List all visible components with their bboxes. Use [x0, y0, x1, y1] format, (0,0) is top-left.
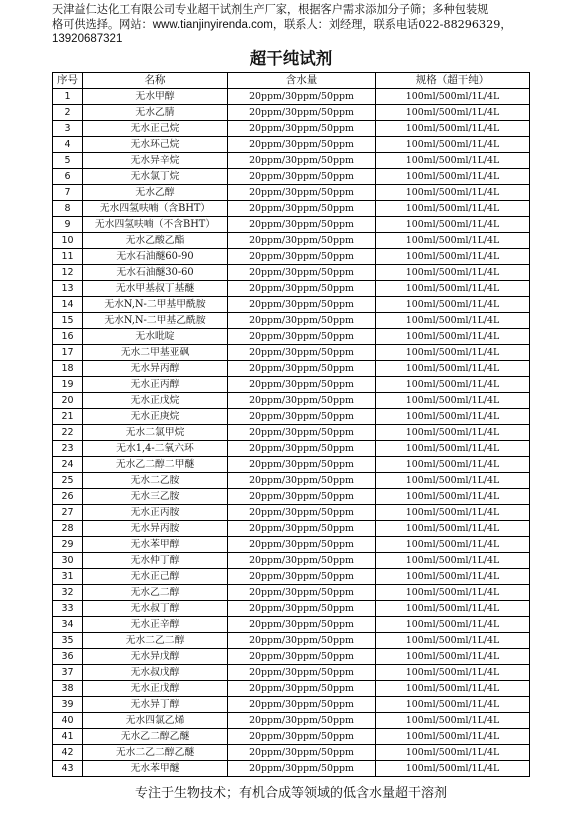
table-row — [53, 473, 530, 489]
cell-name: 无水四氢呋喃（不含BHT） — [83, 217, 228, 233]
cell-no: 17 — [53, 345, 83, 361]
cell-spec: 100ml/500ml/1L/4L — [376, 537, 530, 553]
cell-name: 无水异丙醇 — [83, 361, 228, 377]
table-row — [53, 761, 530, 777]
cell-name: 无水吡啶 — [83, 329, 228, 345]
cell-no: 41 — [53, 729, 83, 745]
cell-name: 无水1,4-二氧六环 — [83, 441, 228, 457]
cell-spec: 100ml/500ml/1L/4L — [376, 665, 530, 681]
table-row — [53, 745, 530, 761]
cell-spec: 100ml/500ml/1L/4L — [376, 521, 530, 537]
cell-water-content: 20ppm/30ppm/50ppm — [228, 521, 376, 537]
cell-name: 无水叔戊醇 — [83, 665, 228, 681]
table-row — [53, 681, 530, 697]
cell-spec: 100ml/500ml/1L/4L — [376, 121, 530, 137]
cell-water-content: 20ppm/30ppm/50ppm — [228, 601, 376, 617]
header-line-2 — [52, 18, 577, 33]
cell-no: 26 — [53, 489, 83, 505]
cell-name: 无水甲基叔丁基醚 — [83, 281, 228, 297]
cell-water-content: 20ppm/30ppm/50ppm — [228, 617, 376, 633]
cell-no: 2 — [53, 105, 83, 121]
cell-spec: 100ml/500ml/1L/4L — [376, 617, 530, 633]
cell-name: 无水异丙胺 — [83, 521, 228, 537]
cell-no: 24 — [53, 457, 83, 473]
table-body — [53, 89, 530, 777]
cell-name: 无水叔丁醇 — [83, 601, 228, 617]
cell-name: 无水正己烷 — [83, 121, 228, 137]
cell-no: 30 — [53, 553, 83, 569]
table-row — [53, 489, 530, 505]
table-row — [53, 633, 530, 649]
cell-no: 20 — [53, 393, 83, 409]
table-row — [53, 585, 530, 601]
cell-water-content: 20ppm/30ppm/50ppm — [228, 505, 376, 521]
cell-spec: 100ml/500ml/1L/4L — [376, 377, 530, 393]
cell-water-content: 20ppm/30ppm/50ppm — [228, 281, 376, 297]
cell-no: 40 — [53, 713, 83, 729]
cell-no: 32 — [53, 585, 83, 601]
cell-spec: 100ml/500ml/1L/4L — [376, 489, 530, 505]
cell-spec: 100ml/500ml/1L/4L — [376, 345, 530, 361]
table-row — [53, 393, 530, 409]
cell-name: 无水乙醇 — [83, 185, 228, 201]
cell-water-content: 20ppm/30ppm/50ppm — [228, 713, 376, 729]
cell-spec: 100ml/500ml/1L/4L — [376, 745, 530, 761]
cell-water-content: 20ppm/30ppm/50ppm — [228, 553, 376, 569]
cell-no: 18 — [53, 361, 83, 377]
cell-no: 27 — [53, 505, 83, 521]
table-row — [53, 345, 530, 361]
cell-name: 无水正丙醇 — [83, 377, 228, 393]
cell-name: 无水乙腈 — [83, 105, 228, 121]
table-row — [53, 217, 530, 233]
cell-no: 21 — [53, 409, 83, 425]
cell-spec: 100ml/500ml/1L/4L — [376, 137, 530, 153]
cell-no: 34 — [53, 617, 83, 633]
table-row — [53, 153, 530, 169]
table-row — [53, 729, 530, 745]
cell-no: 15 — [53, 313, 83, 329]
cell-no: 8 — [53, 201, 83, 217]
cell-name: 无水N,N-二甲基乙酰胺 — [83, 313, 228, 329]
header-line-2-prefix: 格可供选择。网站： — [52, 17, 153, 31]
cell-no: 29 — [53, 537, 83, 553]
table-row — [53, 441, 530, 457]
table-row — [53, 105, 530, 121]
cell-name: 无水环己烷 — [83, 137, 228, 153]
cell-spec: 100ml/500ml/1L/4L — [376, 105, 530, 121]
cell-water-content: 20ppm/30ppm/50ppm — [228, 233, 376, 249]
cell-spec: 100ml/500ml/1L/4L — [376, 729, 530, 745]
cell-no: 31 — [53, 569, 83, 585]
cell-water-content: 20ppm/30ppm/50ppm — [228, 265, 376, 281]
cell-water-content: 20ppm/30ppm/50ppm — [228, 697, 376, 713]
cell-no: 19 — [53, 377, 83, 393]
cell-spec: 100ml/500ml/1L/4L — [376, 281, 530, 297]
table-row — [53, 601, 530, 617]
header-no: 序号 — [53, 73, 83, 89]
cell-water-content: 20ppm/30ppm/50ppm — [228, 441, 376, 457]
cell-name: 无水正戊烷 — [83, 393, 228, 409]
cell-spec: 100ml/500ml/1L/4L — [376, 153, 530, 169]
cell-spec: 100ml/500ml/1L/4L — [376, 761, 530, 777]
cell-name: 无水乙二醇 — [83, 585, 228, 601]
cell-no: 33 — [53, 601, 83, 617]
cell-water-content: 20ppm/30ppm/50ppm — [228, 489, 376, 505]
table-row — [53, 297, 530, 313]
cell-water-content: 20ppm/30ppm/50ppm — [228, 745, 376, 761]
table-row — [53, 649, 530, 665]
cell-no: 5 — [53, 153, 83, 169]
header-name: 名称 — [83, 73, 228, 89]
cell-spec: 100ml/500ml/1L/4L — [376, 441, 530, 457]
cell-spec: 100ml/500ml/1L/4L — [376, 553, 530, 569]
header-spec: 规格（超干纯） — [376, 73, 530, 89]
header-phone: 13920687321 — [52, 33, 123, 45]
cell-no: 37 — [53, 665, 83, 681]
cell-name: 无水苯甲醇 — [83, 537, 228, 553]
cell-no: 25 — [53, 473, 83, 489]
cell-name: 无水仲丁醇 — [83, 553, 228, 569]
cell-spec: 100ml/500ml/1L/4L — [376, 425, 530, 441]
cell-spec: 100ml/500ml/1L/4L — [376, 361, 530, 377]
table-row — [53, 425, 530, 441]
cell-spec: 100ml/500ml/1L/4L — [376, 185, 530, 201]
cell-name: 无水氯丁烷 — [83, 169, 228, 185]
cell-spec: 100ml/500ml/1L/4L — [376, 233, 530, 249]
table-header-row — [53, 73, 530, 89]
table-row — [53, 569, 530, 585]
cell-name: 无水二乙胺 — [83, 473, 228, 489]
cell-water-content: 20ppm/30ppm/50ppm — [228, 137, 376, 153]
table-row — [53, 505, 530, 521]
table-row — [53, 553, 530, 569]
cell-spec: 100ml/500ml/1L/4L — [376, 217, 530, 233]
cell-spec: 100ml/500ml/1L/4L — [376, 313, 530, 329]
cell-spec: 100ml/500ml/1L/4L — [376, 169, 530, 185]
cell-spec: 100ml/500ml/1L/4L — [376, 249, 530, 265]
cell-no: 16 — [53, 329, 83, 345]
cell-spec: 100ml/500ml/1L/4L — [376, 601, 530, 617]
cell-spec: 100ml/500ml/1L/4L — [376, 409, 530, 425]
cell-spec: 100ml/500ml/1L/4L — [376, 297, 530, 313]
table-row — [53, 377, 530, 393]
cell-water-content: 20ppm/30ppm/50ppm — [228, 105, 376, 121]
cell-no: 23 — [53, 441, 83, 457]
table-row — [53, 265, 530, 281]
table-row — [53, 617, 530, 633]
cell-water-content: 20ppm/30ppm/50ppm — [228, 169, 376, 185]
cell-water-content: 20ppm/30ppm/50ppm — [228, 729, 376, 745]
cell-no: 39 — [53, 697, 83, 713]
cell-name: 无水四氯乙烯 — [83, 713, 228, 729]
cell-no: 36 — [53, 649, 83, 665]
cell-no: 7 — [53, 185, 83, 201]
cell-no: 12 — [53, 265, 83, 281]
cell-name: 无水二氯甲烷 — [83, 425, 228, 441]
cell-water-content: 20ppm/30ppm/50ppm — [228, 297, 376, 313]
cell-no: 10 — [53, 233, 83, 249]
cell-name: 无水二乙二醇 — [83, 633, 228, 649]
cell-no: 38 — [53, 681, 83, 697]
cell-no: 3 — [53, 121, 83, 137]
cell-name: 无水正庚烷 — [83, 409, 228, 425]
cell-spec: 100ml/500ml/1L/4L — [376, 569, 530, 585]
cell-no: 4 — [53, 137, 83, 153]
cell-water-content: 20ppm/30ppm/50ppm — [228, 681, 376, 697]
table-row — [53, 521, 530, 537]
table-row — [53, 457, 530, 473]
cell-name: 无水石油醚30-60 — [83, 265, 228, 281]
cell-water-content: 20ppm/30ppm/50ppm — [228, 217, 376, 233]
cell-spec: 100ml/500ml/1L/4L — [376, 473, 530, 489]
cell-no: 6 — [53, 169, 83, 185]
cell-water-content: 20ppm/30ppm/50ppm — [228, 201, 376, 217]
table-row — [53, 281, 530, 297]
table-row — [53, 249, 530, 265]
cell-water-content: 20ppm/30ppm/50ppm — [228, 153, 376, 169]
cell-name: 无水异丁醇 — [83, 697, 228, 713]
table-row — [53, 169, 530, 185]
cell-spec: 100ml/500ml/1L/4L — [376, 265, 530, 281]
cell-water-content: 20ppm/30ppm/50ppm — [228, 569, 376, 585]
cell-spec: 100ml/500ml/1L/4L — [376, 585, 530, 601]
cell-no: 9 — [53, 217, 83, 233]
cell-name: 无水甲醇 — [83, 89, 228, 105]
cell-spec: 100ml/500ml/1L/4L — [376, 697, 530, 713]
cell-name: 无水乙酸乙酯 — [83, 233, 228, 249]
cell-no: 43 — [53, 761, 83, 777]
cell-name: 无水乙二醇乙醚 — [83, 729, 228, 745]
cell-spec: 100ml/500ml/1L/4L — [376, 329, 530, 345]
cell-name: 无水二乙二醇乙醚 — [83, 745, 228, 761]
cell-water-content: 20ppm/30ppm/50ppm — [228, 537, 376, 553]
table-row — [53, 313, 530, 329]
cell-no: 28 — [53, 521, 83, 537]
table-row — [53, 361, 530, 377]
cell-water-content: 20ppm/30ppm/50ppm — [228, 633, 376, 649]
table-row — [53, 137, 530, 153]
cell-water-content: 20ppm/30ppm/50ppm — [228, 313, 376, 329]
cell-name: 无水乙二醇二甲醚 — [83, 457, 228, 473]
cell-name: 无水异辛烷 — [83, 153, 228, 169]
page-title: 超干纯试剂 — [249, 49, 333, 68]
website-link[interactable]: www.tianjinyirenda.com — [152, 18, 273, 31]
cell-spec: 100ml/500ml/1L/4L — [376, 649, 530, 665]
cell-spec: 100ml/500ml/1L/4L — [376, 633, 530, 649]
cell-water-content: 20ppm/30ppm/50ppm — [228, 665, 376, 681]
cell-spec: 100ml/500ml/1L/4L — [376, 201, 530, 217]
table-row — [53, 233, 530, 249]
company-header — [52, 3, 577, 47]
footer-slogan: 专注于生物技术；有机合成等领域的低含水量超干溶剂 — [134, 786, 447, 801]
cell-water-content: 20ppm/30ppm/50ppm — [228, 185, 376, 201]
cell-water-content: 20ppm/30ppm/50ppm — [228, 249, 376, 265]
cell-name: 无水异戊醇 — [83, 649, 228, 665]
cell-no: 35 — [53, 633, 83, 649]
cell-water-content: 20ppm/30ppm/50ppm — [228, 377, 376, 393]
cell-water-content: 20ppm/30ppm/50ppm — [228, 329, 376, 345]
cell-name: 无水苯甲醚 — [83, 761, 228, 777]
cell-water-content: 20ppm/30ppm/50ppm — [228, 473, 376, 489]
cell-spec: 100ml/500ml/1L/4L — [376, 89, 530, 105]
table-row — [53, 697, 530, 713]
table-row — [53, 89, 530, 105]
cell-water-content: 20ppm/30ppm/50ppm — [228, 361, 376, 377]
cell-water-content: 20ppm/30ppm/50ppm — [228, 89, 376, 105]
cell-no: 1 — [53, 89, 83, 105]
cell-name: 无水正戊醇 — [83, 681, 228, 697]
cell-name: 无水N,N-二甲基甲酰胺 — [83, 297, 228, 313]
cell-no: 11 — [53, 249, 83, 265]
cell-name: 无水三乙胺 — [83, 489, 228, 505]
cell-name: 无水二甲基亚砜 — [83, 345, 228, 361]
cell-name: 无水正丙胺 — [83, 505, 228, 521]
cell-water-content: 20ppm/30ppm/50ppm — [228, 649, 376, 665]
table-row — [53, 201, 530, 217]
cell-water-content: 20ppm/30ppm/50ppm — [228, 121, 376, 137]
product-table — [52, 72, 530, 777]
cell-water-content: 20ppm/30ppm/50ppm — [228, 761, 376, 777]
table-row — [53, 329, 530, 345]
header-line-2-suffix: ，联系人：刘经理，联系电话022-88296329， — [272, 17, 512, 31]
cell-water-content: 20ppm/30ppm/50ppm — [228, 409, 376, 425]
header-line-1: 天津益仁达化工有限公司专业超干试剂生产厂家，根据客户需求添加分子筛；多种包装规 — [52, 3, 489, 16]
cell-water-content: 20ppm/30ppm/50ppm — [228, 585, 376, 601]
cell-spec: 100ml/500ml/1L/4L — [376, 457, 530, 473]
cell-spec: 100ml/500ml/1L/4L — [376, 681, 530, 697]
cell-water-content: 20ppm/30ppm/50ppm — [228, 425, 376, 441]
table-row — [53, 185, 530, 201]
table-row — [53, 713, 530, 729]
header-water-content: 含水量 — [228, 73, 376, 89]
cell-water-content: 20ppm/30ppm/50ppm — [228, 457, 376, 473]
table-row — [53, 409, 530, 425]
cell-name: 无水正辛醇 — [83, 617, 228, 633]
cell-water-content: 20ppm/30ppm/50ppm — [228, 393, 376, 409]
cell-no: 22 — [53, 425, 83, 441]
cell-no: 13 — [53, 281, 83, 297]
table-row — [53, 121, 530, 137]
cell-spec: 100ml/500ml/1L/4L — [376, 393, 530, 409]
cell-name: 无水正己醇 — [83, 569, 228, 585]
cell-no: 42 — [53, 745, 83, 761]
cell-name: 无水石油醚60-90 — [83, 249, 228, 265]
table-row — [53, 665, 530, 681]
cell-no: 14 — [53, 297, 83, 313]
cell-name: 无水四氢呋喃（含BHT） — [83, 201, 228, 217]
table-row — [53, 537, 530, 553]
cell-water-content: 20ppm/30ppm/50ppm — [228, 345, 376, 361]
cell-spec: 100ml/500ml/1L/4L — [376, 505, 530, 521]
cell-spec: 100ml/500ml/1L/4L — [376, 713, 530, 729]
